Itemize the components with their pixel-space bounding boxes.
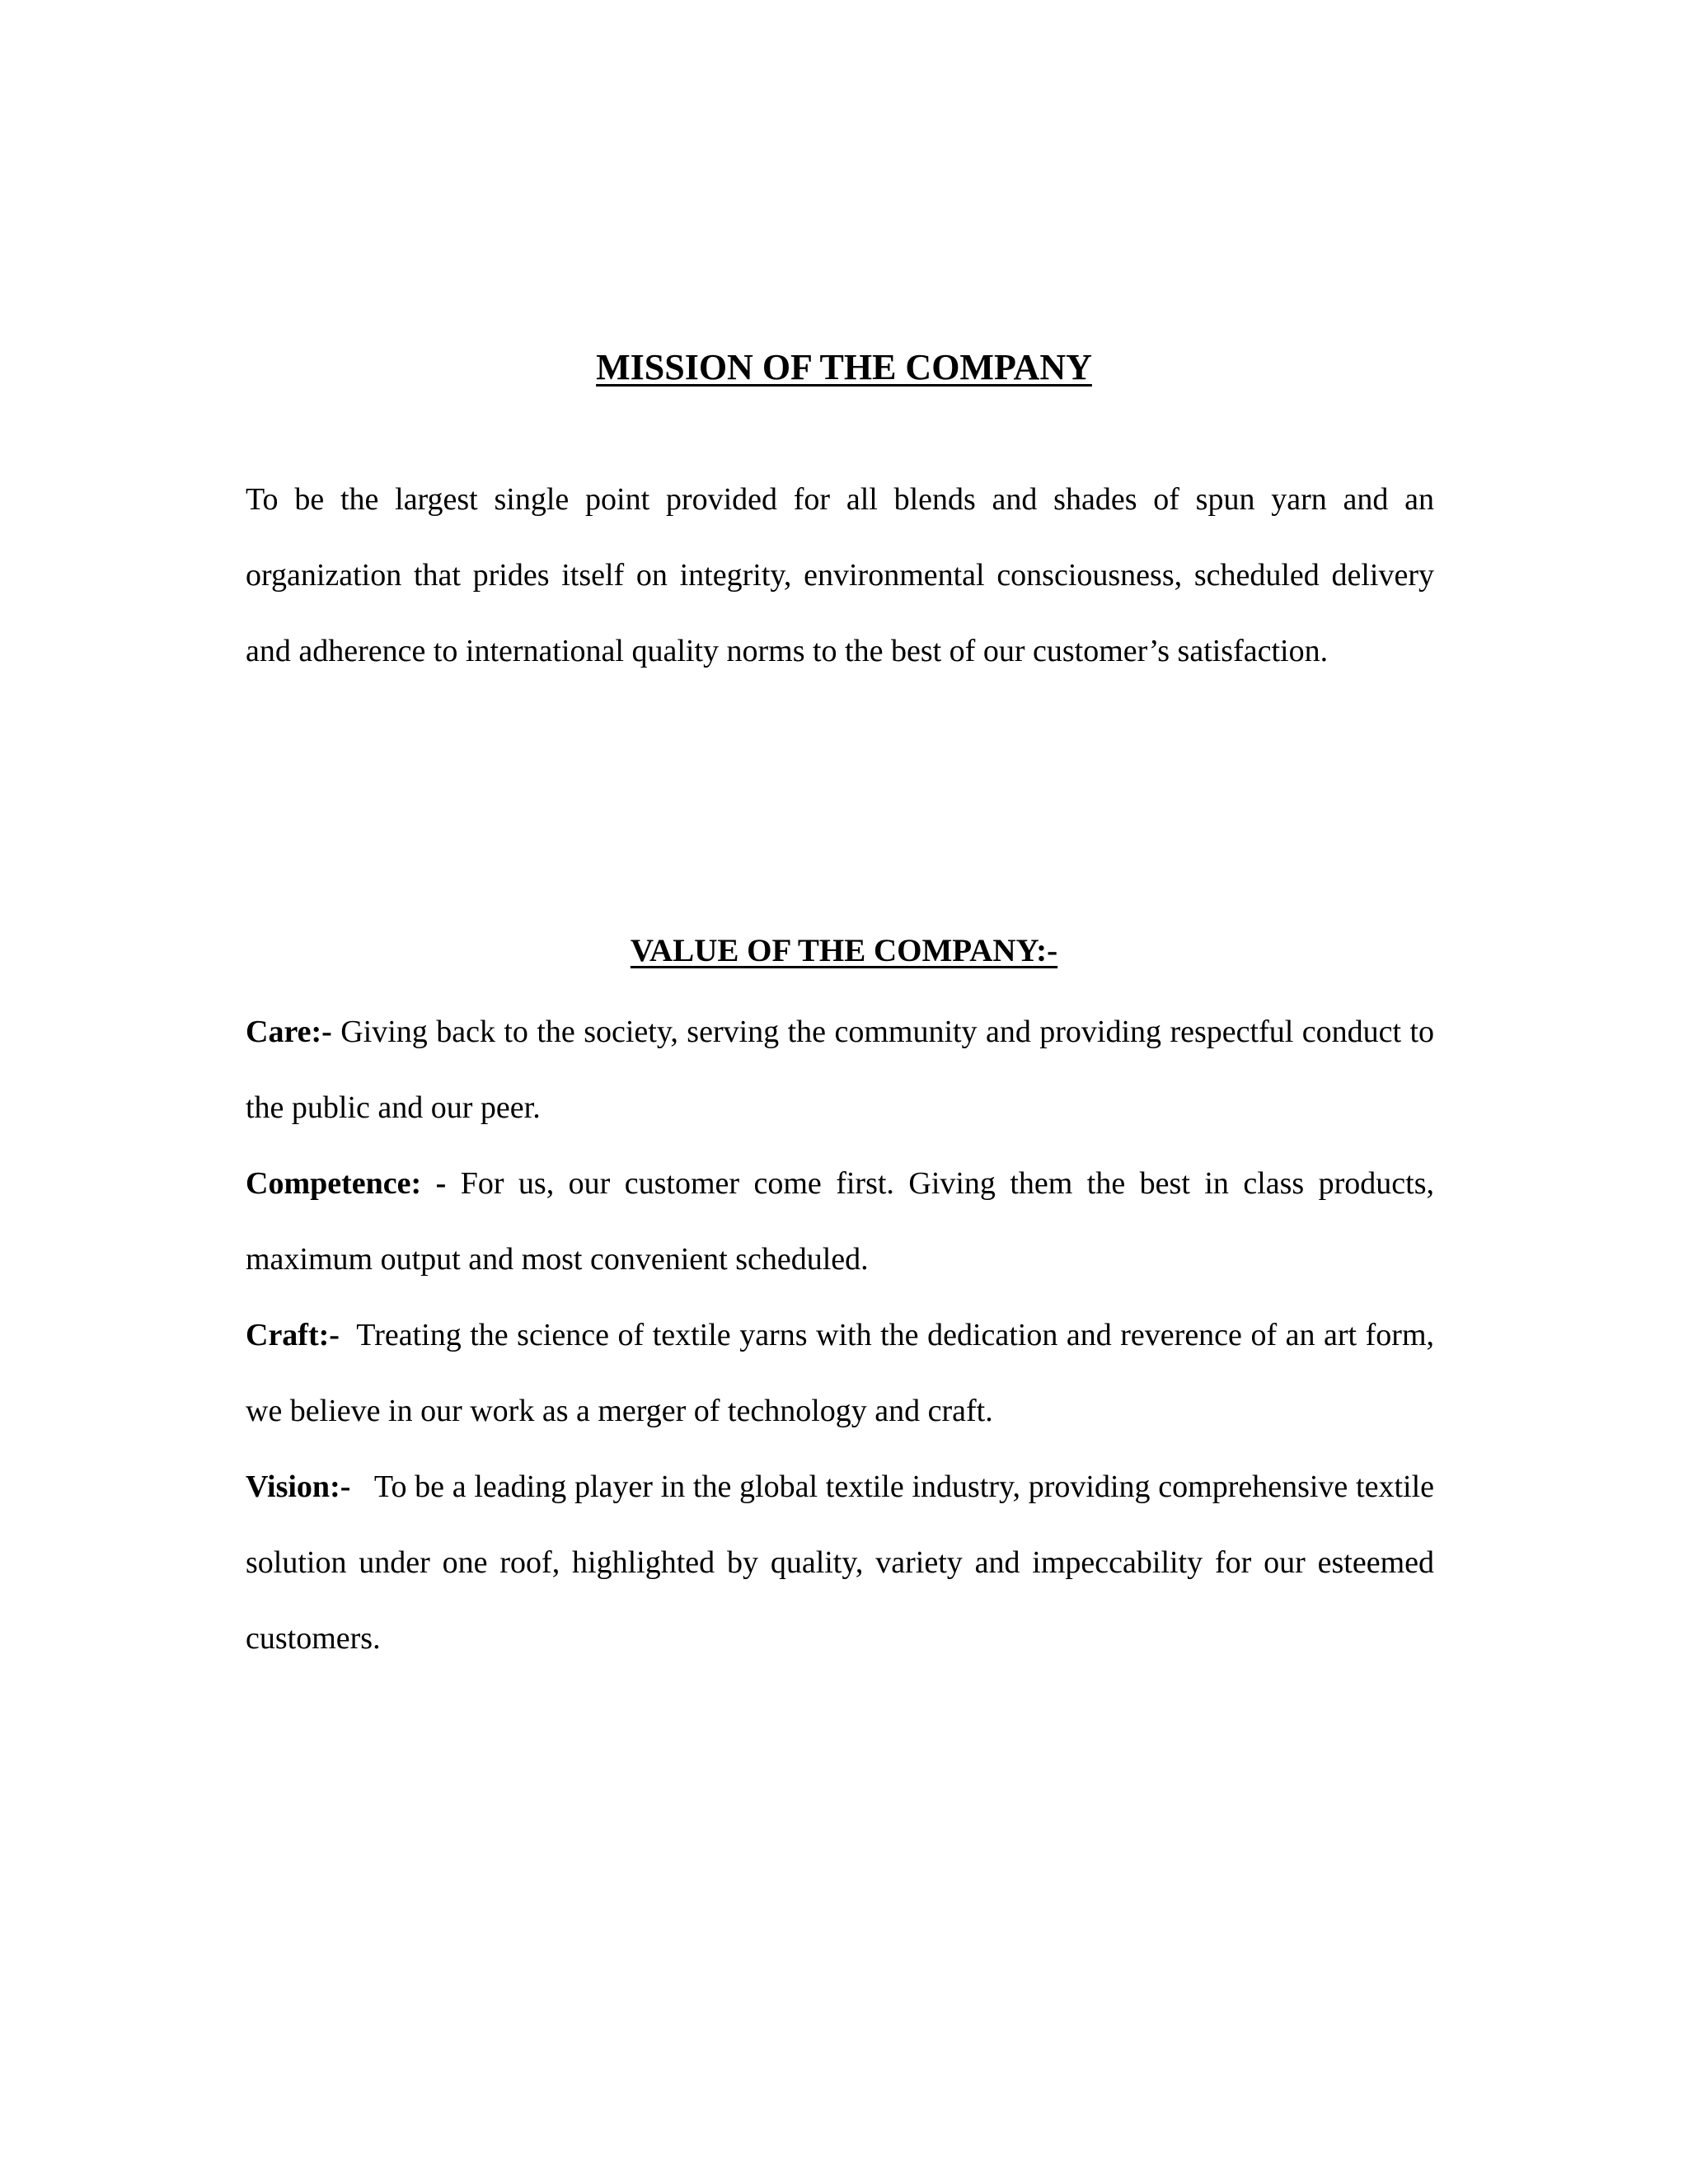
value-term-competence: Competence: - (246, 1166, 447, 1201)
value-item-vision (246, 1449, 1442, 1676)
values-heading-text: VALUE OF THE COMPANY:- (630, 933, 1058, 968)
mission-heading-text: MISSION OF THE COMPANY (596, 347, 1092, 387)
value-term-vision: Vision:- (246, 1469, 351, 1504)
values-heading (0, 935, 1688, 967)
mission-paragraph: To be the largest single point provided for all blends and shades of spun yarn and an organization that prides itself on integrity, environmental consciousness, scheduled delivery and adherence to international quality norms to the best of our customer’s satisfaction. (246, 482, 1434, 668)
mission-heading (0, 349, 1688, 386)
value-text-craft: Treating the science of textile yarns with the dedication and reverence of an art form, we believe in our work as a merger of technology and craft. (246, 1318, 1442, 1428)
value-item-craft (246, 1297, 1442, 1449)
values-list (246, 994, 1442, 1676)
value-term-care: Care:- (246, 1015, 332, 1049)
value-text-vision: To be a leading player in the global textile industry, providing comprehensive textile solution under one roof, highlighted by quality, variety and impeccability for our esteemed customers. (246, 1469, 1442, 1656)
value-item-care (246, 994, 1434, 1146)
value-text-competence: For us, our customer come first. Giving them the best in class products, maximum output and most convenient scheduled. (246, 1166, 1434, 1277)
value-text-care: Giving back to the society, serving the community and providing respectful conduct to the public and our peer. (246, 1015, 1434, 1125)
value-item-competence (246, 1146, 1434, 1297)
value-term-craft: Craft:- (246, 1318, 340, 1352)
